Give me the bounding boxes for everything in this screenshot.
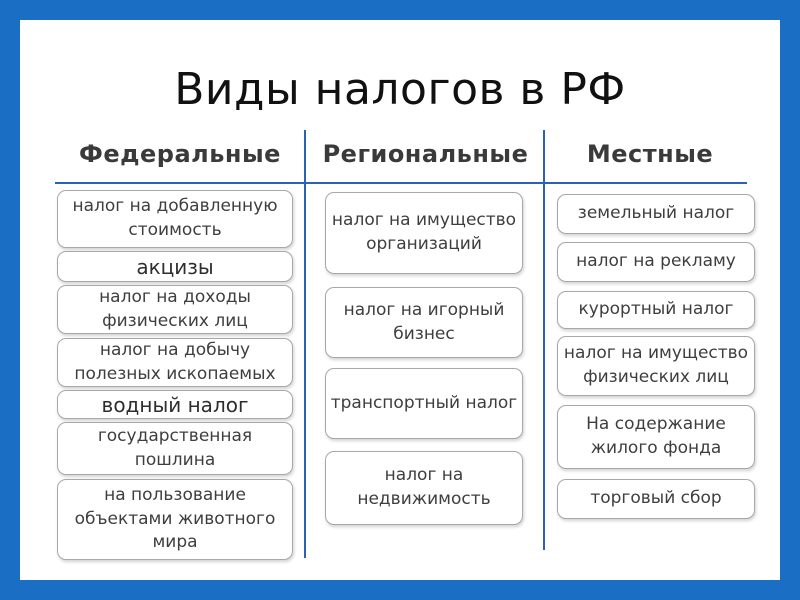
local-item xyxy=(557,405,755,469)
local-item-label: курортный налог xyxy=(578,299,734,320)
federal-item-label: налог на доходы физических лиц xyxy=(99,286,251,331)
regional-item-label: транспортный налог xyxy=(330,392,518,413)
header-divider xyxy=(55,182,747,184)
regional-item xyxy=(325,287,523,358)
federal-item xyxy=(57,422,293,475)
regional-item-label: налог на недвижимость xyxy=(357,465,491,509)
federal-item-label: на пользование объектами животного мира xyxy=(74,484,276,553)
regional-item xyxy=(325,368,523,439)
local-item-label: На содержание жилого фонда xyxy=(586,414,726,458)
local-item xyxy=(557,194,755,234)
federal-item-label: налог на добычу полезных ископаемых xyxy=(74,339,276,384)
federal-item xyxy=(57,338,293,387)
federal-item xyxy=(57,190,293,248)
column-divider-right xyxy=(543,130,545,550)
local-item-label: земельный налог xyxy=(577,203,735,224)
local-item xyxy=(557,291,755,329)
column-divider-left xyxy=(304,130,306,558)
local-item-label: налог на имущество физических лиц xyxy=(563,343,749,387)
federal-item xyxy=(57,479,293,560)
page-title: Виды налогов в РФ xyxy=(174,64,626,115)
local-item-label: налог на рекламу xyxy=(576,251,736,272)
federal-item-label: налог на добавленную стоимость xyxy=(72,196,278,240)
local-item-label: торговый сбор xyxy=(590,488,722,509)
federal-item xyxy=(57,390,293,419)
federal-item-label: государственная пошлина xyxy=(97,425,253,470)
regional-item xyxy=(325,451,523,525)
regional-item-label: налог на имущество организаций xyxy=(331,210,517,254)
federal-item xyxy=(57,251,293,282)
local-item xyxy=(557,242,755,282)
federal-item-label: водный налог xyxy=(101,392,249,417)
regional-item xyxy=(325,192,523,274)
column-heading-federal: Федеральные xyxy=(79,140,281,168)
column-heading-local: Местные xyxy=(586,140,714,168)
federal-item-label: акцизы xyxy=(136,254,214,279)
federal-item xyxy=(57,285,293,334)
local-item xyxy=(557,336,755,396)
local-item xyxy=(557,479,755,519)
regional-item-label: налог на игорный бизнес xyxy=(343,299,505,344)
column-heading-regional: Региональные xyxy=(322,140,529,168)
